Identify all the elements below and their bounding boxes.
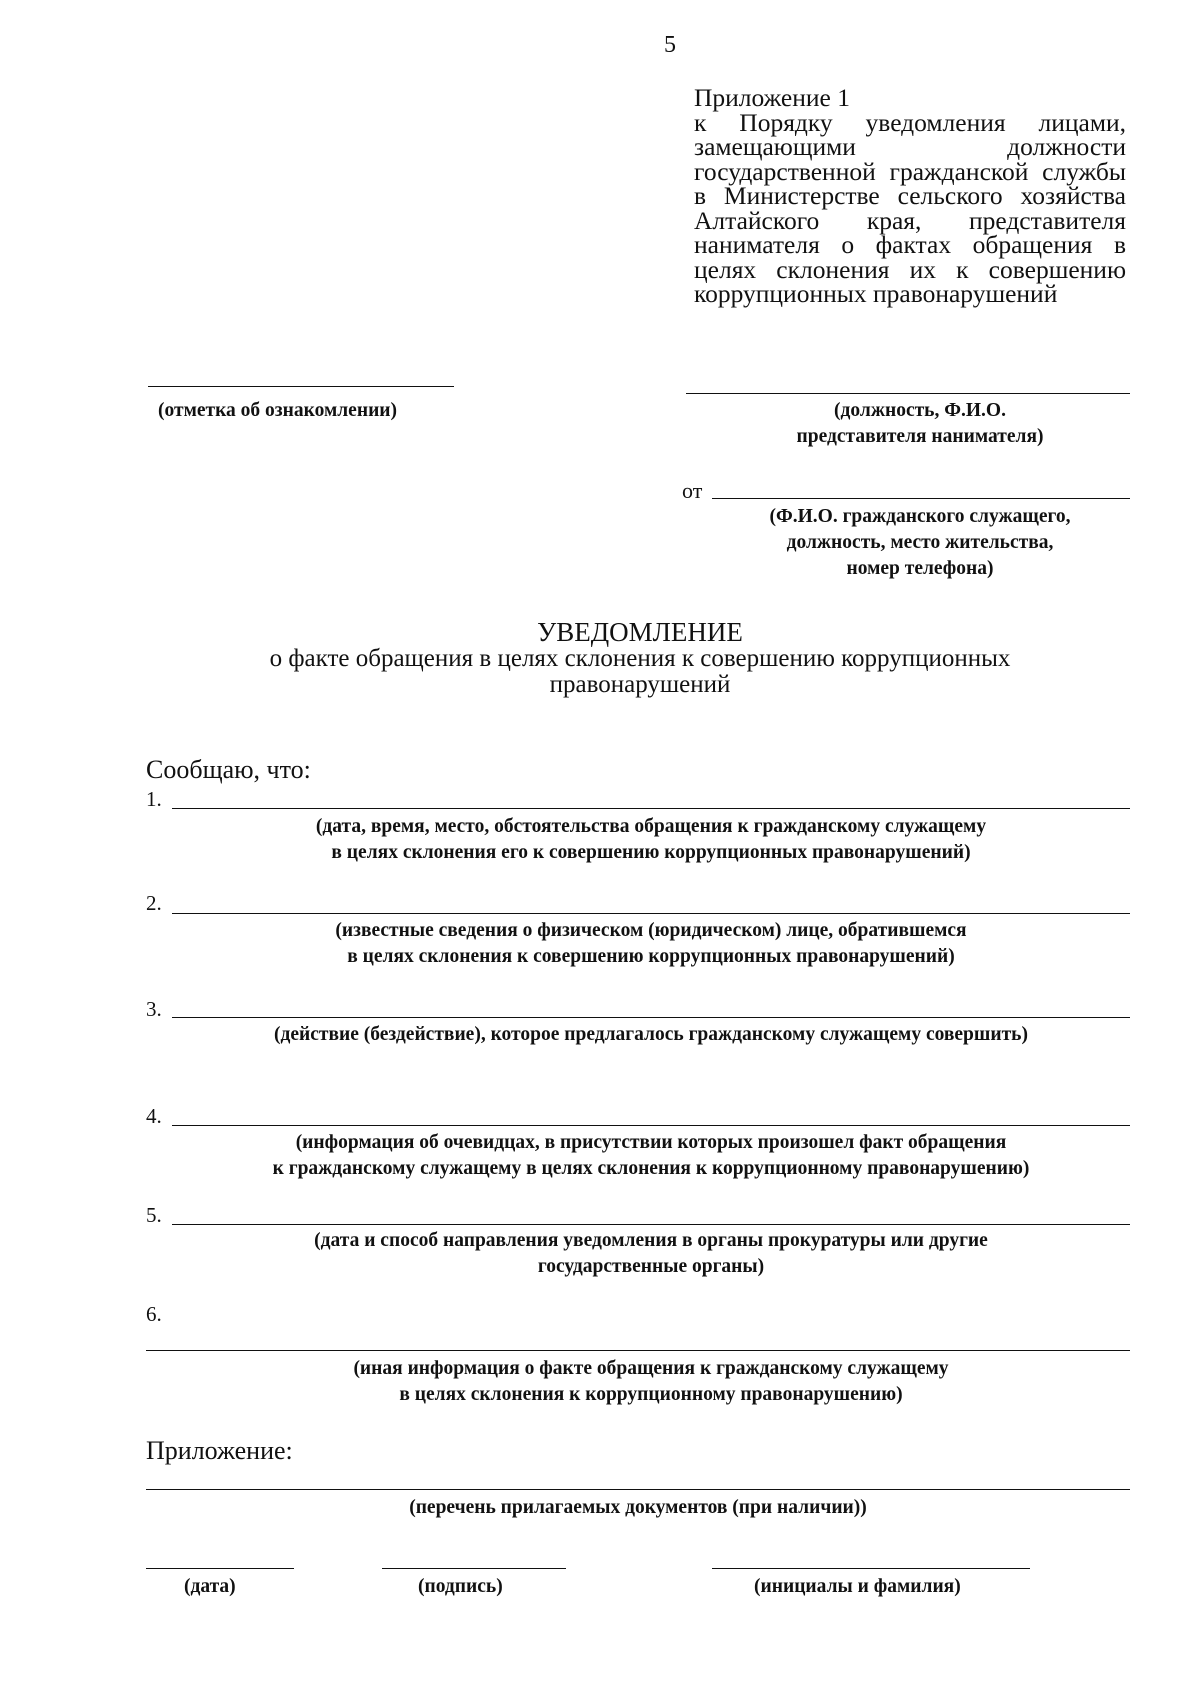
item-caption-1b: в целях склонения его к совершению коррупционных правонарушений) bbox=[331, 842, 971, 863]
item-caption-2a: (известные сведения о физическом (юридическом) лице, обратившемся bbox=[335, 920, 967, 941]
item-number-5: 5. bbox=[146, 1203, 162, 1227]
date-line[interactable] bbox=[146, 1568, 294, 1569]
employer-line[interactable] bbox=[686, 393, 1130, 394]
item-number-4: 4. bbox=[146, 1104, 162, 1128]
sender-caption-2: должность, место жительства, bbox=[786, 532, 1054, 553]
item-field-5[interactable] bbox=[172, 1224, 1130, 1225]
item-caption-5a: (дата и способ направления уведомления в органы прокуратуры или другие bbox=[314, 1230, 988, 1251]
attachment-field[interactable] bbox=[146, 1489, 1130, 1490]
appendix-title: Приложение 1 bbox=[694, 83, 850, 112]
document-title: УВЕДОМЛЕНИЕ bbox=[537, 617, 743, 647]
sender-caption-1: (Ф.И.О. гражданского служащего, bbox=[769, 506, 1071, 527]
item-field-2[interactable] bbox=[172, 913, 1130, 914]
item-field-6[interactable] bbox=[146, 1350, 1130, 1351]
item-number-2: 2. bbox=[146, 891, 162, 915]
item-caption-4a: (информация об очевидцах, в присутствии которых произошел факт обращения bbox=[295, 1132, 1007, 1153]
signature-caption: (подпись) bbox=[418, 1576, 503, 1597]
item-caption-3a: (действие (бездействие), которое предлагалось гражданскому служащему совершить) bbox=[274, 1024, 1028, 1045]
sender-caption-3: номер телефона) bbox=[846, 558, 994, 579]
date-caption: (дата) bbox=[184, 1576, 236, 1597]
acknowledgement-line[interactable] bbox=[148, 386, 454, 387]
item-field-3[interactable] bbox=[172, 1017, 1130, 1018]
item-caption-6a: (иная информация о факте обращения к гражданскому служащему bbox=[353, 1358, 949, 1379]
acknowledgement-caption: (отметка об ознакомлении) bbox=[158, 400, 398, 421]
document-subtitle-2: правонарушений bbox=[549, 671, 731, 698]
page-number: 5 bbox=[664, 32, 676, 58]
attachment-caption: (перечень прилагаемых документов (при наличии)) bbox=[409, 1497, 867, 1518]
item-caption-1a: (дата, время, место, обстоятельства обращения к гражданскому служащему bbox=[315, 816, 987, 837]
intro-text: Сообщаю, что: bbox=[146, 755, 311, 784]
sender-line[interactable] bbox=[712, 498, 1130, 499]
item-number-1: 1. bbox=[146, 787, 162, 811]
signature-line[interactable] bbox=[382, 1568, 566, 1569]
name-caption: (инициалы и фамилия) bbox=[754, 1576, 961, 1597]
item-number-3: 3. bbox=[146, 997, 162, 1021]
item-number-6: 6. bbox=[146, 1302, 162, 1326]
item-caption-5b: государственные органы) bbox=[537, 1256, 765, 1277]
appendix-header bbox=[694, 83, 1126, 308]
appendix-reference: к Порядку уведомления лицами, замещающими должности государственной гражданской службы в Министерстве сельского хозяйства Алтайского края, представителя нанимателя о фактах обращения в целях склонения их к совершению коррупционных правонарушений bbox=[694, 107, 1126, 308]
item-caption-4b: к гражданскому служащему в целях склонения к коррупционному правонарушению) bbox=[272, 1158, 1030, 1179]
item-caption-2b: в целях склонения к совершению коррупционных правонарушений) bbox=[347, 946, 955, 967]
from-label: от bbox=[682, 478, 703, 503]
item-caption-6b: в целях склонения к коррупционному правонарушению) bbox=[399, 1384, 903, 1405]
employer-caption-2: представителя нанимателя) bbox=[796, 426, 1044, 447]
document-subtitle-1: о факте обращения в целях склонения к совершению коррупционных bbox=[269, 645, 1011, 672]
attachment-label: Приложение: bbox=[146, 1436, 293, 1465]
name-line[interactable] bbox=[712, 1568, 1030, 1569]
employer-caption-1: (должность, Ф.И.О. bbox=[834, 400, 1006, 421]
item-field-4[interactable] bbox=[172, 1125, 1130, 1126]
item-field-1[interactable] bbox=[172, 808, 1130, 809]
